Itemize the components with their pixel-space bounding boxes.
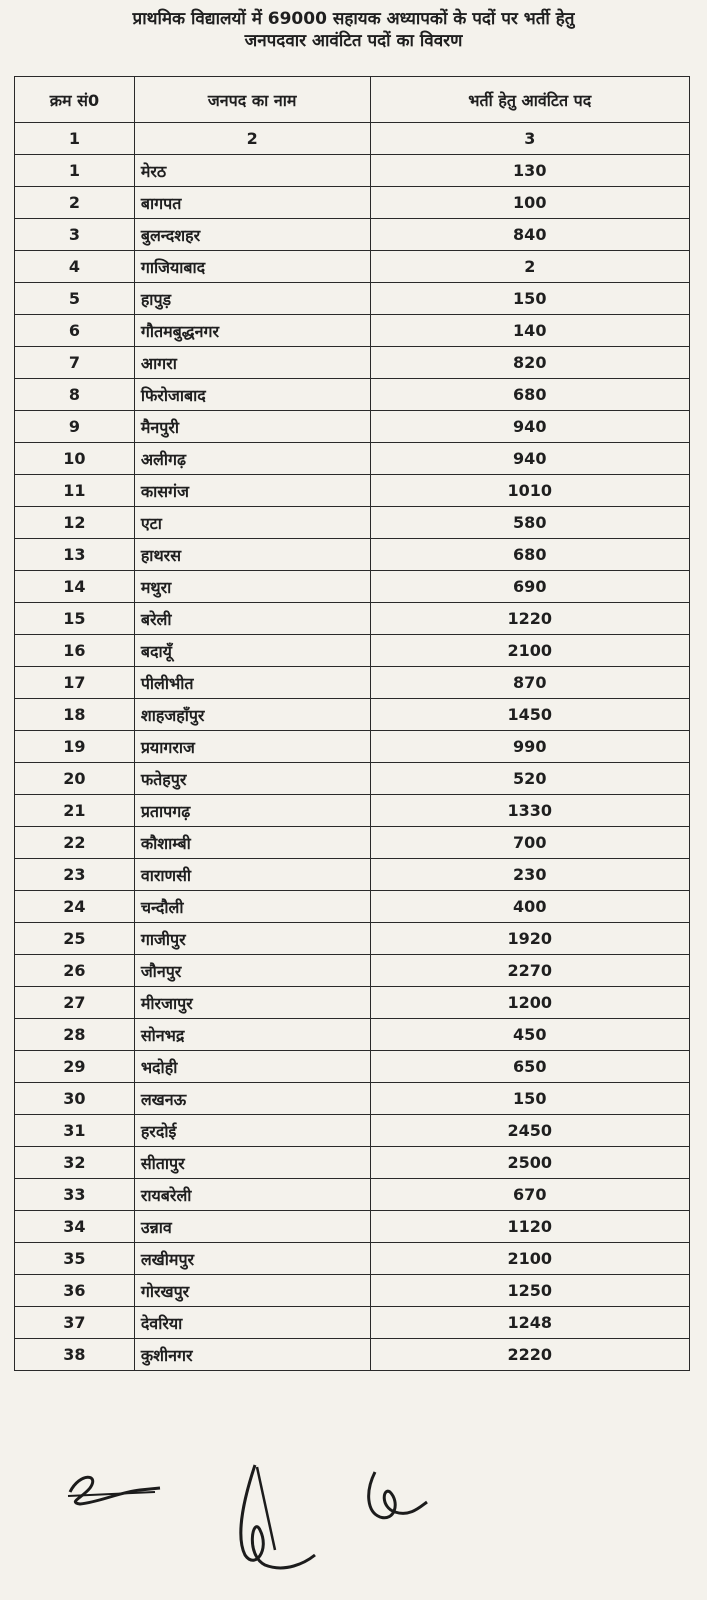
allocated-posts-cell: 2 [370,251,689,283]
serial-no-cell: 2 [15,187,135,219]
district-name-cell: वाराणसी [134,859,370,891]
allocated-posts-cell: 130 [370,155,689,187]
table-row [15,1051,690,1083]
district-name-cell: गौतमबुद्धनगर [134,315,370,347]
table-row [15,155,690,187]
allocated-posts-cell: 1330 [370,795,689,827]
serial-no-cell: 18 [15,699,135,731]
serial-no-cell: 15 [15,603,135,635]
table-row [15,923,690,955]
serial-no-cell: 22 [15,827,135,859]
serial-no-cell: 20 [15,763,135,795]
district-name-cell: गोरखपुर [134,1275,370,1307]
allocation-table [14,76,690,1371]
table-row [15,891,690,923]
table-row [15,1179,690,1211]
title-line-2: जनपदवार आवंटित पदों का विवरण [244,31,463,51]
district-name-cell: चन्दौली [134,891,370,923]
serial-no-cell: 25 [15,923,135,955]
allocated-posts-cell: 1120 [370,1211,689,1243]
district-name-cell: बरेली [134,603,370,635]
serial-no-cell: 4 [15,251,135,283]
serial-no-cell: 10 [15,443,135,475]
serial-no-cell: 9 [15,411,135,443]
allocated-posts-cell: 840 [370,219,689,251]
serial-no-cell: 35 [15,1243,135,1275]
table-row [15,1147,690,1179]
table-row [15,635,690,667]
serial-no-cell: 1 [15,155,135,187]
table-row [15,1307,690,1339]
district-name-cell: हरदोई [134,1115,370,1147]
document-title [0,8,707,52]
column-number: 1 [15,123,135,155]
serial-no-cell: 27 [15,987,135,1019]
serial-no-cell: 3 [15,219,135,251]
signature-3 [355,1462,435,1532]
district-name-cell: कौशाम्बी [134,827,370,859]
allocated-posts-cell: 2100 [370,1243,689,1275]
district-name-cell: हाथरस [134,539,370,571]
allocated-posts-cell: 520 [370,763,689,795]
allocated-posts-cell: 1250 [370,1275,689,1307]
district-name-cell: भदोही [134,1051,370,1083]
serial-no-cell: 38 [15,1339,135,1371]
serial-no-cell: 19 [15,731,135,763]
district-name-cell: शाहजहाँपुर [134,699,370,731]
serial-no-cell: 7 [15,347,135,379]
table-row [15,443,690,475]
table-row [15,667,690,699]
district-name-cell: उन्नाव [134,1211,370,1243]
table-row [15,955,690,987]
serial-no-cell: 12 [15,507,135,539]
header-serial-no: क्रम सं0 [15,77,135,123]
allocated-posts-cell: 2500 [370,1147,689,1179]
serial-no-cell: 28 [15,1019,135,1051]
serial-no-cell: 32 [15,1147,135,1179]
allocated-posts-cell: 1200 [370,987,689,1019]
title-line-1: प्राथमिक विद्यालयों में 69000 सहायक अध्यापकों के पदों पर भर्ती हेतु [132,9,575,29]
table-row [15,1243,690,1275]
district-name-cell: फतेहपुर [134,763,370,795]
district-name-cell: मथुरा [134,571,370,603]
allocated-posts-cell: 1248 [370,1307,689,1339]
table-body [15,155,690,1371]
serial-no-cell: 36 [15,1275,135,1307]
serial-no-cell: 23 [15,859,135,891]
allocated-posts-cell: 990 [370,731,689,763]
serial-no-cell: 37 [15,1307,135,1339]
district-name-cell: मेरठ [134,155,370,187]
allocated-posts-cell: 820 [370,347,689,379]
district-name-cell: अलीगढ़ [134,443,370,475]
district-name-cell: जौनपुर [134,955,370,987]
district-name-cell: गाजीपुर [134,923,370,955]
district-name-cell: रायबरेली [134,1179,370,1211]
serial-no-cell: 17 [15,667,135,699]
allocated-posts-cell: 450 [370,1019,689,1051]
allocated-posts-cell: 150 [370,1083,689,1115]
allocated-posts-cell: 1220 [370,603,689,635]
serial-no-cell: 30 [15,1083,135,1115]
district-name-cell: सोनभद्र [134,1019,370,1051]
serial-no-cell: 29 [15,1051,135,1083]
signature-1 [60,1462,170,1512]
table-row [15,859,690,891]
table-row [15,827,690,859]
signature-2 [215,1455,325,1585]
table-row [15,315,690,347]
serial-no-cell: 34 [15,1211,135,1243]
serial-no-cell: 21 [15,795,135,827]
district-name-cell: बागपत [134,187,370,219]
table-row [15,539,690,571]
allocated-posts-cell: 230 [370,859,689,891]
table-row [15,347,690,379]
district-name-cell: प्रतापगढ़ [134,795,370,827]
district-name-cell: प्रयागराज [134,731,370,763]
serial-no-cell: 8 [15,379,135,411]
header-allocated-posts: भर्ती हेतु आवंटित पद [370,77,689,123]
allocated-posts-cell: 1920 [370,923,689,955]
serial-no-cell: 31 [15,1115,135,1147]
district-name-cell: लखीमपुर [134,1243,370,1275]
allocated-posts-cell: 580 [370,507,689,539]
allocated-posts-cell: 100 [370,187,689,219]
table-row [15,507,690,539]
district-name-cell: सीतापुर [134,1147,370,1179]
district-name-cell: बुलन्दशहर [134,219,370,251]
table-row [15,699,690,731]
allocated-posts-cell: 2450 [370,1115,689,1147]
allocated-posts-cell: 400 [370,891,689,923]
allocated-posts-cell: 870 [370,667,689,699]
serial-no-cell: 11 [15,475,135,507]
district-name-cell: गाजियाबाद [134,251,370,283]
district-name-cell: पीलीभीत [134,667,370,699]
table-row [15,1275,690,1307]
allocated-posts-cell: 940 [370,443,689,475]
allocated-posts-cell: 140 [370,315,689,347]
table-row [15,475,690,507]
table-row [15,1211,690,1243]
allocated-posts-cell: 2270 [370,955,689,987]
district-name-cell: फिरोजाबाद [134,379,370,411]
serial-no-cell: 14 [15,571,135,603]
serial-no-cell: 6 [15,315,135,347]
serial-no-cell: 13 [15,539,135,571]
allocated-posts-cell: 680 [370,539,689,571]
table-row [15,1019,690,1051]
district-name-cell: कुशीनगर [134,1339,370,1371]
table-row [15,1115,690,1147]
allocated-posts-cell: 1450 [370,699,689,731]
serial-no-cell: 24 [15,891,135,923]
table-row [15,1083,690,1115]
table-row [15,987,690,1019]
table-row [15,603,690,635]
table-header-row [15,77,690,123]
column-number: 3 [370,123,689,155]
serial-no-cell: 26 [15,955,135,987]
district-name-cell: आगरा [134,347,370,379]
allocated-posts-cell: 690 [370,571,689,603]
column-number-row [15,123,690,155]
table-row [15,187,690,219]
allocated-posts-cell: 650 [370,1051,689,1083]
header-district-name: जनपद का नाम [134,77,370,123]
allocated-posts-cell: 940 [370,411,689,443]
table-row [15,251,690,283]
district-name-cell: मैनपुरी [134,411,370,443]
allocated-posts-cell: 2220 [370,1339,689,1371]
serial-no-cell: 5 [15,283,135,315]
allocated-posts-cell: 2100 [370,635,689,667]
allocated-posts-cell: 150 [370,283,689,315]
allocated-posts-cell: 670 [370,1179,689,1211]
allocated-posts-cell: 1010 [370,475,689,507]
table-row [15,411,690,443]
district-name-cell: मीरजापुर [134,987,370,1019]
serial-no-cell: 33 [15,1179,135,1211]
table-row [15,763,690,795]
district-name-cell: हापुड़ [134,283,370,315]
district-name-cell: एटा [134,507,370,539]
table-row [15,1339,690,1371]
serial-no-cell: 16 [15,635,135,667]
table-row [15,795,690,827]
table-row [15,379,690,411]
district-name-cell: बदायूँ [134,635,370,667]
column-number: 2 [134,123,370,155]
district-name-cell: देवरिया [134,1307,370,1339]
table-row [15,219,690,251]
district-name-cell: लखनऊ [134,1083,370,1115]
table-row [15,283,690,315]
allocated-posts-cell: 700 [370,827,689,859]
district-name-cell: कासगंज [134,475,370,507]
table-row [15,731,690,763]
allocated-posts-cell: 680 [370,379,689,411]
table-row [15,571,690,603]
